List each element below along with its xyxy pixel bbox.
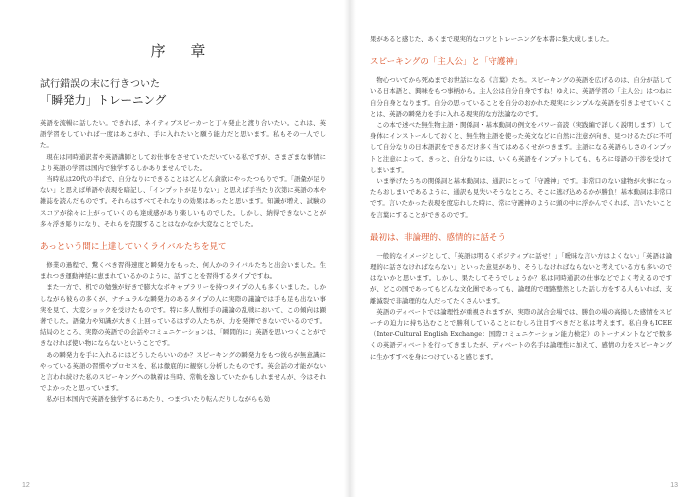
body-paragraph: あの瞬発力を手に入れるにはどうしたらいいのか？スピーキングの瞬発力をもつ彼らが無意識にやっている英語の習慣やプロセスを、私は徹底的に観察し分析したものです。英会話の才能がないと言われ続けた私のスピーキングへの執着は当時、常軌を逸していたかもしれませんが、今はそれでよかったと思っています。 xyxy=(40,350,326,393)
body-paragraph: 修業の過程で、驚くべき習得速度と瞬発力をもった、何人かのライバルたちと出会いました。生まれつき運動神経に恵まれているかのように、話すことを習得するタイプですね。 xyxy=(40,261,326,281)
body-paragraph: 私が日本国内で英語を独学するにあたり、つまづいたり転んだりしながらも効 xyxy=(46,395,271,404)
chapter-title: 序 章 xyxy=(150,42,216,60)
body-paragraph: 物心ついてから死ぬまでお世話になる《言葉》たち。スピーキングの英語を広げるのは、自分が話している日本語と、興味をもつ事柄から。主人公は自分自身ですね！ゆえに、英語学習の「主人公」はつねに自分自身となります。自分の思っていることを自分のおかれた現実にシンプルな英語を引きよせていくことは、英語の瞬発力を手に入れる現実的な方法論なのです。 xyxy=(370,76,672,118)
body-paragraph: いま挙げたうちの関係詞と基本動詞は、通訳にとって「守護神」です。非常口のない建物が火事になったらおしまいであるように、通訳も見失いそうなところ、そこに逃げ込めるかが勝負！基本動詞は非常口です。言いたかった表現を度忘れした時に、常に守護神のように頭の中に浮かんでくれば、言いたいことを言葉にすることができるのです。 xyxy=(370,177,672,219)
body-paragraph: 英語を流暢に話したい。できれば、ネイティブスピーカーと丁々発止と渡り合いたい。これは、英語学習をしていれば一度はあこがれ、手に入れたいと願う能力だと思います。私もその一人でした。 xyxy=(40,119,326,150)
body-paragraph: 当時私は20代の半ばで、自分なりにできることはどんどん貪欲にやったつもりです。「語彙が足りない」と思えば単語や表現を暗記し、「インプットが足りない」と思えば手当たり次第に英語の本や雑誌を読んだものです。それらはすべてそれなりの効果はあったと思います。知識が増え、試験のスコアが徐々に上がっていくのも達成感があり楽しいものでした。しかし、納得できないことが多々浮き彫りになり、それらを克服することはなかなか大変なことでした。 xyxy=(40,175,326,228)
body-paragraph: 英語のディベートでは論理性が重視されますが、実際の試合会場では、勝負の場の高揚した感情をスピーチの迫力に持ち込むことで勝利していることにむしろ注目すべきだと私は考えます。私自身もICEE（Inter-Cultural English Exchange：国際コミュニケーション能力検定）のトーナメントなどで数多くの英語ディベートを行ってきましたが、ディベートの名手は論理性に加えて、感情の力をスピーキングに生かすすべを身につけていると感じます。 xyxy=(370,307,672,361)
body-paragraph: この本で述べた無生物主語・関係詞・基本動詞の例文をパワー音読（実践編で詳しく説明します）して身体にインストールしておくと、無生物主語を使った英文などに自然に注意が向き、見つけるたびに不可して自分なりの日本語訳をできるだけ多く当てはめるくせがつきます。主語になる英語らしさのインプットと注意によって、きっと、自分なりには、いくら英語をインプットしても、もろに母語の干渉を受けてしまいます。 xyxy=(370,121,672,174)
body-paragraph: 現在は同時通訳者や英語講師としてお仕事をさせていただいている私ですが、さまざまな事情により英語の学習は国内で独学するしかありませんでした。 xyxy=(40,152,326,172)
right-page xyxy=(350,0,700,497)
page-number-left: 12 xyxy=(22,482,30,489)
section-heading-rivals: あっという間に上達していくライバルたちを見て xyxy=(40,242,227,253)
section-heading-emotional: 最初は、非論理的、感情的に話そう xyxy=(370,232,507,243)
chapter-main-title: 「瞬発力」トレーニング xyxy=(40,93,167,107)
chapter-subtitle: 試行錯誤の末に行きついた xyxy=(40,79,160,90)
body-paragraph: 果があると感じた、あくまで現実的なコツとトレーニングを本書に集大成しました。 xyxy=(370,35,613,43)
section-heading-protagonist: スピーキングの「主人公」と「守護神」 xyxy=(370,57,523,68)
body-paragraph: また一方で、机での勉強が好きで膨大なボキャブラリーを持つタイプの人も多くいました。しかしながら彼らの多くが、ナチュラルな瞬発力のあるタイプの人に実際の議論では手も足も出ない事実を見て、大変ショックを受けたものです。特に多人数相手の議論の乱戦において、この傾向は顕著でした。語彙力や知識が大きく上回っているはずの人たちが、力を発揮できないでいるのです。結局のところ、実際の英語での会話やコミュニケーションは、「瞬間的に」英語を思いつくことができなければ使い物にならないということです。 xyxy=(40,283,326,348)
body-paragraph: 一般的なイメージとして、「英語は明るくポジティブに話せ！」「曖昧な言い方はよくない」「英語は論理的に話さなければならない」といった意見があり、そうしなければならないと考えている方も多いのではないかと思います。しかし、果たしてそうでしょうか？私は同時通訳の仕事などでよく考えるのですが、どこの国であってもどんな文化圏であっても、論理的で理路整然とした話し方をする人もいれば、支離滅裂で非論理的な人だってたくさんいます。 xyxy=(370,251,672,305)
page-number-right: 13 xyxy=(670,482,678,489)
